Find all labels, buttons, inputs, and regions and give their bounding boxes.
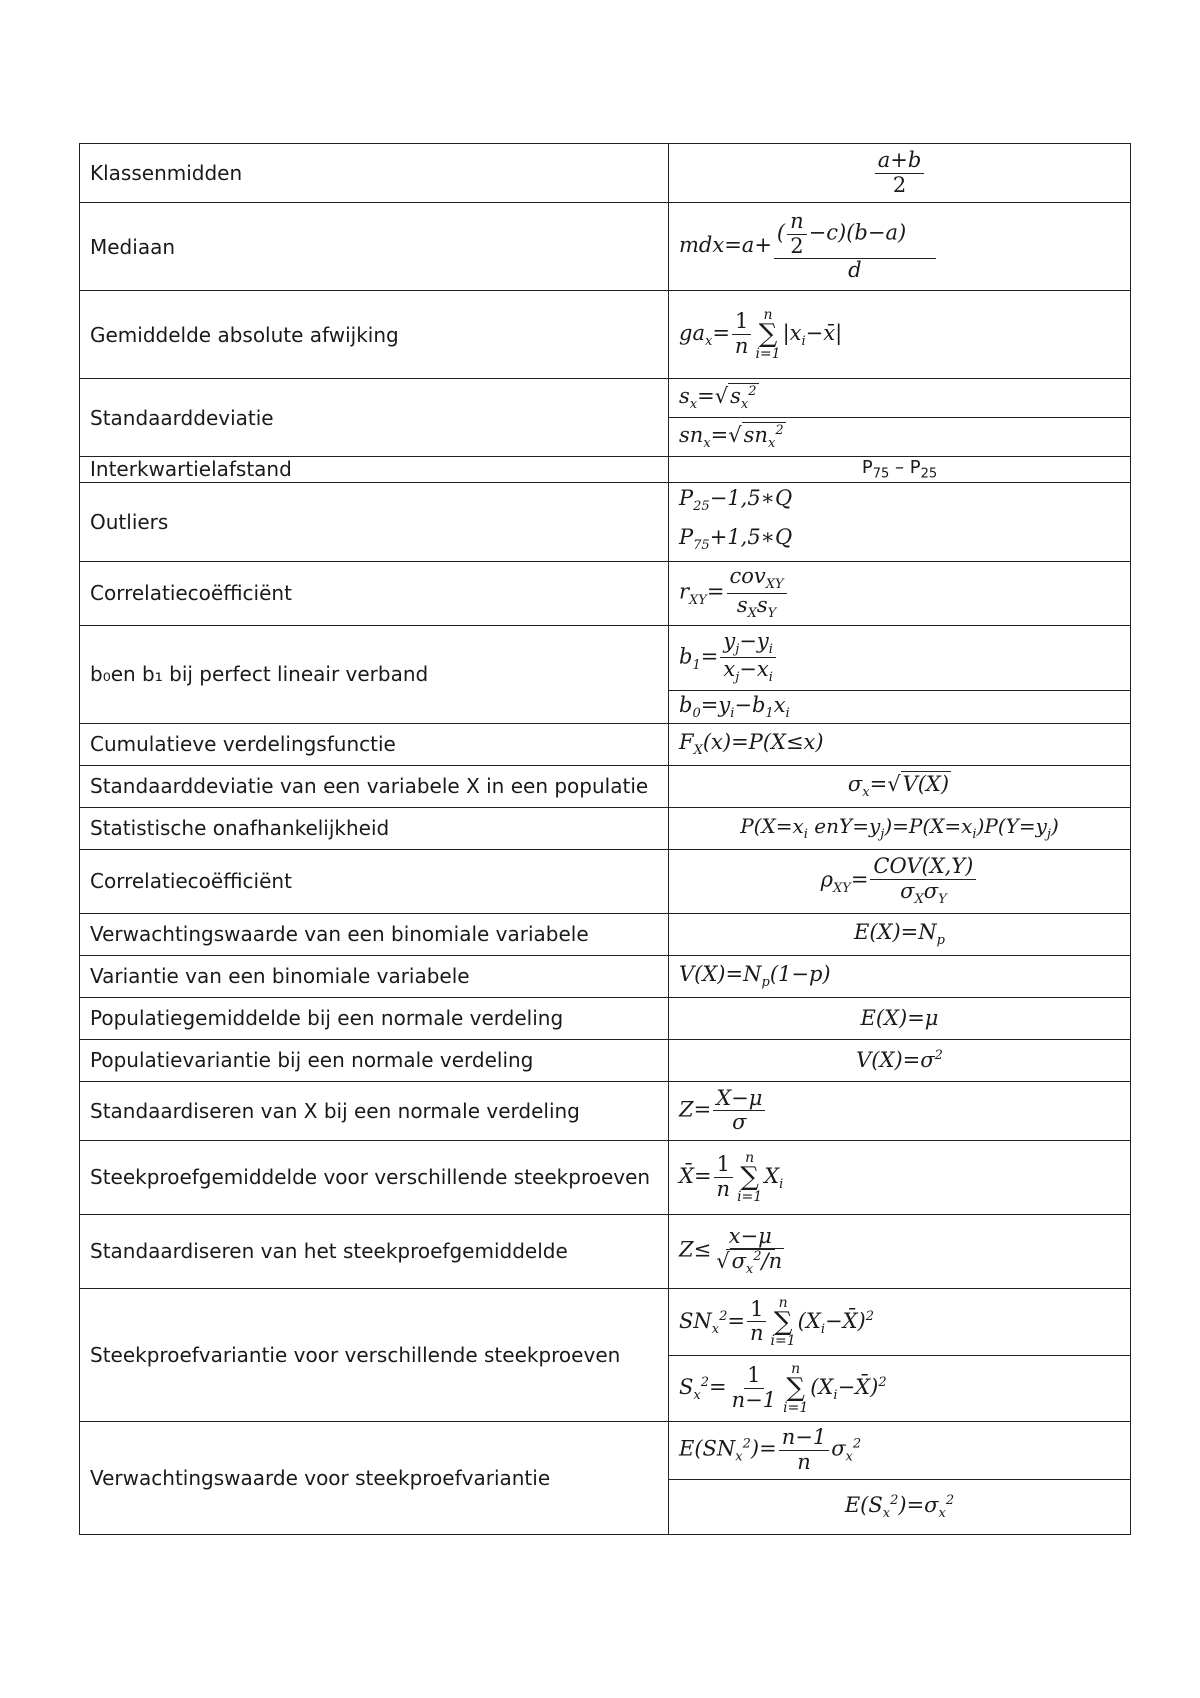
table-row	[80, 203, 1131, 291]
formula-cell: $P_{75} - P_{25}$	[669, 457, 1131, 483]
table-row	[80, 1421, 1131, 1479]
formula-cell: $V(X)=N_p(1-p)$	[669, 955, 1131, 997]
formula-cell: $E(SN_x^2)=$ $\frac{n-1}{n}$ $\sigma_x^2$	[669, 1421, 1131, 1479]
row-label: Populatievariantie bij een normale verdeling	[80, 1039, 669, 1081]
row-label: b₀en b₁ bij perfect lineair verband	[80, 625, 669, 723]
table-row	[80, 561, 1131, 625]
table-row	[80, 997, 1131, 1039]
row-label: Gemiddelde absolute afwijking	[80, 291, 669, 379]
table-row	[80, 1214, 1131, 1288]
table-row	[80, 1039, 1131, 1081]
formula-cell: $E(X)=N_p$	[669, 913, 1131, 955]
formula-cell: $sn_x=√sn_x^2$	[669, 418, 1131, 457]
table-row	[80, 625, 1131, 690]
row-label: Interkwartielafstand	[80, 457, 669, 483]
row-label: Standaarddeviatie	[80, 379, 669, 457]
table-row	[80, 291, 1131, 379]
formula-cell: Z= $\frac{X-\mu}{\sigma}$	[669, 1081, 1131, 1140]
table-row	[80, 1288, 1131, 1355]
row-label: Standaardiseren van X bij een normale verdeling	[80, 1081, 669, 1140]
table-row	[80, 482, 1131, 561]
row-label: Verwachtingswaarde van een binomiale variabele	[80, 913, 669, 955]
formula-cell: $b_1=$ $\frac{y_j-y_i}{x_j-x_i}$	[669, 625, 1131, 690]
table-row	[80, 849, 1131, 913]
row-label: Standaarddeviatie van een variabele X in een populatie	[80, 765, 669, 807]
formula-cell: $V(X)=\sigma^2$	[669, 1039, 1131, 1081]
table-row	[80, 765, 1131, 807]
row-label: Mediaan	[80, 203, 669, 291]
formula-cell: E(X)=μ	[669, 997, 1131, 1039]
formula-cell: X̄= $\frac{1}{n}$ n ∑ i=1 $X_i$	[669, 1140, 1131, 1214]
formula-cell: $P_{25}-1,5∗Q$ $P_{75}+1,5∗Q$	[669, 482, 1131, 561]
table-row	[80, 723, 1131, 765]
formula-cell: $S_x^2=$ $\frac{1}{n-1}$ n ∑ i=1 $(X_i-X̄)^2$	[669, 1355, 1131, 1421]
row-label: Steekproefgemiddelde voor verschillende steekproeven	[80, 1140, 669, 1214]
row-label: Klassenmidden	[80, 144, 669, 203]
table-row	[80, 955, 1131, 997]
table-row	[80, 807, 1131, 849]
table-row	[80, 144, 1131, 203]
row-label: Outliers	[80, 482, 669, 561]
formula-cell: $F_X(x)=P(X\le x)$	[669, 723, 1131, 765]
row-label: Statistische onafhankelijkheid	[80, 807, 669, 849]
table-row	[80, 1140, 1131, 1214]
formula-cell: $P(X=x_i$ $enY=y_j)=P(X=x_i)P(Y=y_j)$	[669, 807, 1131, 849]
formula-cell: $\sigma_x=√V(X)$	[669, 765, 1131, 807]
table-row	[80, 457, 1131, 483]
row-label: Populatiegemiddelde bij een normale verdeling	[80, 997, 669, 1039]
formula-cell: $\frac{a+b}{2}$	[669, 144, 1131, 203]
formula-cell: $b_0=y_i-b_1x_i$	[669, 690, 1131, 723]
formula-cell: $ga_x=$ $\frac{1}{n}$ n ∑ i=1 $|x_i-x̄|$	[669, 291, 1131, 379]
row-label: Verwachtingswaarde voor steekproefvariantie	[80, 1421, 669, 1534]
row-label: Steekproefvariantie voor verschillende steekproeven	[80, 1288, 669, 1421]
row-label: Standaardiseren van het steekproefgemiddelde	[80, 1214, 669, 1288]
row-label: Correlatiecoëfficiënt	[80, 849, 669, 913]
row-label: Correlatiecoëfficiënt	[80, 561, 669, 625]
formula-cell: $E(S_x^2)=\sigma_x^2$	[669, 1479, 1131, 1534]
formula-cell: $s_x=√s_x^2$	[669, 379, 1131, 418]
formula-cell: $\rho_{XY}=$ $\frac{\text{COV(X,Y)}}{\sigma_X\sigma_Y}$	[669, 849, 1131, 913]
table-row	[80, 1081, 1131, 1140]
formula-cell: $SN_x^2=$ $\frac{1}{n}$ n ∑ i=1 $(X_i-X̄)^2$	[669, 1288, 1131, 1355]
row-label: Cumulatieve verdelingsfunctie	[80, 723, 669, 765]
formula-cell: mdx=a+ ( $\frac{n}{2}$ −c)(b−a) d	[669, 203, 1131, 291]
formula-table	[79, 143, 1131, 1535]
table-row	[80, 379, 1131, 418]
formula-cell: Z≤ $\frac{x-\mu}{√\sigma_x^2/n}$	[669, 1214, 1131, 1288]
formula-sheet	[79, 143, 1131, 1535]
row-label: Variantie van een binomiale variabele	[80, 955, 669, 997]
formula-cell: $r_{XY}=$ $\frac{cov_{XY}}{s_Xs_Y}$	[669, 561, 1131, 625]
table-row	[80, 913, 1131, 955]
